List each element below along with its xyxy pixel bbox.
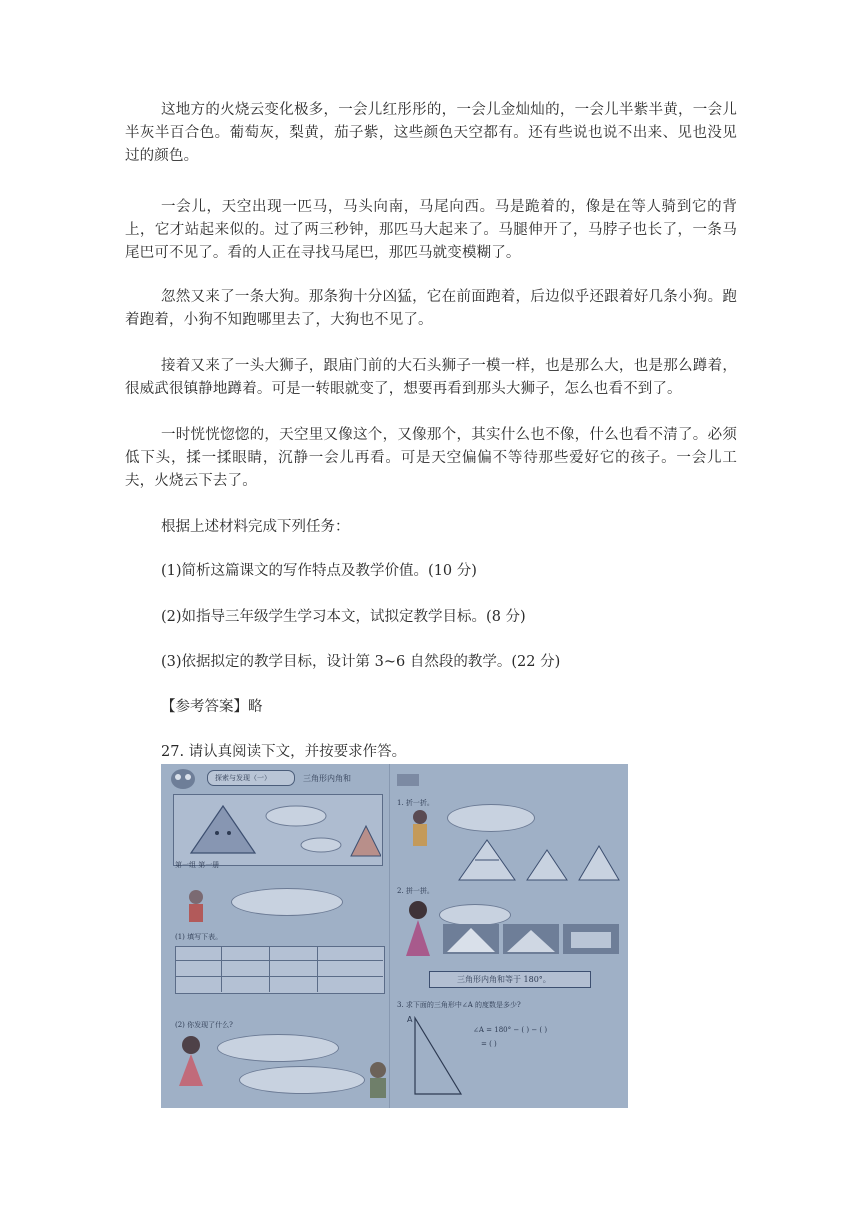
owl-icon: [165, 766, 201, 792]
triangle-characters: [181, 798, 381, 862]
assemble-panel-3: [563, 924, 619, 954]
child-figure-2: [405, 808, 435, 866]
discover-label: (2) 你发现了什么?: [175, 1021, 233, 1029]
assemble-step-label: 2. 拼一拼。: [397, 887, 434, 895]
speech-bubble-2: [217, 1034, 339, 1062]
speech-bubble-4: [447, 804, 535, 832]
paragraph-5: 一时恍恍惚惚的，天空里又像这个，又像那个，其实什么也不像，什么也看不清了。必须低下头，揉一揉眼睛，沉静一会儿再看。可是天空偏偏不等待那些爱好它的孩子。一会儿工夫，火烧云下去了。: [125, 427, 737, 489]
angle-equation-2: = ( ): [481, 1040, 497, 1048]
section-tag: 探索与发现（一）: [215, 774, 271, 782]
task-3: (3)依据拟定的教学目标，设计第 3~6 自然段的教学。(22 分): [161, 654, 561, 670]
fold-step-label: 1. 折一折。: [397, 799, 434, 807]
paragraph-4: 接着又来了一头大狮子，跟庙门前的大石头狮子一模一样，也是那么大，也是那么蹲着，很威武很镇静地蹲着。可是一转眼就变了，想要再看到那头大狮子，怎么也看不到了。: [125, 358, 737, 397]
child-figure-1: [181, 888, 211, 928]
angle-question: 3. 求下面的三角形中∠A 的度数是多少?: [397, 1001, 521, 1009]
speech-bubble-3: [239, 1066, 365, 1094]
paragraph-2: 一会儿，天空出现一匹马，马头向南，马尾向西。马是跪着的，像是在等人骑到它的背上，它才站起来似的。过了两三秒钟，那匹马大起来了。马腿伸开了，马脖子也长了，一条马尾巴可不见了。看的人正在寻找马尾巴，那匹马就变模糊了。: [125, 199, 737, 261]
svg-text:A: A: [407, 1015, 413, 1024]
girl-figure: [173, 1034, 213, 1098]
assemble-panel-1: [443, 924, 499, 954]
question-27: 27. 请认真阅读下文，并按要求作答。: [161, 744, 407, 760]
pencil-icon: [393, 768, 423, 792]
step-label-left: 第一组 第一册: [175, 861, 220, 869]
table-divider: [175, 960, 383, 961]
textbook-photo: [161, 764, 628, 1108]
paragraph-1: 这地方的火烧云变化极多，一会儿红彤彤的，一会儿金灿灿的，一会儿半紫半黄，一会儿半灰半百合色。葡萄灰，梨黄，茄子紫，这些颜色天空都有。还有些说也说不出来、见也没见过的颜色。: [125, 102, 737, 164]
speech-bubble-5: [439, 904, 511, 926]
girl-figure-2: [401, 900, 435, 968]
assemble-panel-2: [503, 924, 559, 954]
page-fold: [389, 764, 390, 1108]
section-title: 三角形内角和: [303, 774, 351, 783]
table-divider: [175, 976, 383, 977]
task-2: (2)如指导三年级学生学习本文，试拟定教学目标。(8 分): [161, 609, 526, 625]
right-triangle: [405, 1012, 465, 1100]
reference-answer: 【参考答案】略: [161, 699, 263, 715]
table-divider: [269, 946, 270, 992]
table-divider: [221, 946, 222, 992]
table-divider: [317, 946, 318, 992]
record-table: [175, 946, 385, 994]
folding-triangles: [457, 836, 625, 882]
speech-bubble-1: [231, 888, 343, 916]
conclusion-text: 三角形内角和等于 180°。: [457, 975, 551, 984]
task-intro: 根据上述材料完成下列任务：: [161, 519, 350, 535]
paragraph-3: 忽然又来了一条大狗。那条狗十分凶猛，它在前面跑着，后边似乎还跟着好几条小狗。跑着跑着，小狗不知跑哪里去了，大狗也不见了。: [125, 289, 737, 328]
task-1: (1)简析这篇课文的写作特点及教学价值。(10 分): [161, 563, 477, 579]
fill-table-label: (1) 填写下表。: [175, 933, 223, 941]
angle-equation-1: ∠A = 180° − ( ) − ( ): [473, 1026, 548, 1034]
